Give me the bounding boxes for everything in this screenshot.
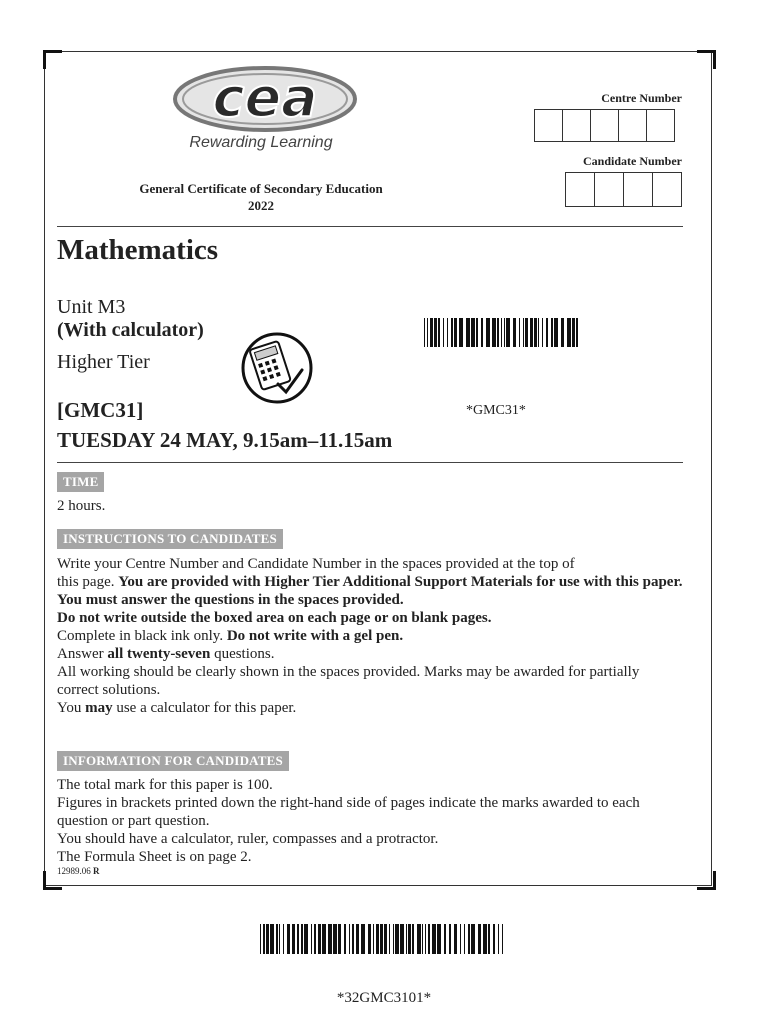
information-line: Figures in brackets printed down the right-hand side of pages indicate the marks awarded to each question or part question. — [57, 795, 640, 829]
reference-suffix: R — [93, 866, 100, 876]
divider — [57, 462, 683, 463]
instruction-emphasis: may — [85, 700, 113, 716]
subject-title: Mathematics — [57, 234, 219, 266]
instruction-text: this page. — [57, 574, 119, 590]
divider — [57, 226, 683, 227]
instruction-line — [57, 573, 683, 591]
centre-digit-box[interactable] — [590, 109, 619, 142]
instruction-line — [57, 591, 683, 609]
document-reference — [57, 866, 100, 876]
instruction-line — [57, 609, 683, 627]
logo-tagline: Rewarding Learning — [189, 134, 333, 151]
candidate-digit-box[interactable] — [594, 172, 624, 207]
instruction-text: questions. — [210, 646, 275, 662]
information-heading: INFORMATION FOR CANDIDATES — [57, 751, 289, 771]
page-barcode — [260, 924, 506, 954]
tier-label: Higher Tier — [57, 351, 150, 373]
instruction-text: Complete in black ink only. — [57, 628, 227, 644]
paper-code: [GMC31] — [57, 398, 144, 422]
instruction-emphasis: You are provided with Higher Tier Additional Support Materials for use with this paper. — [118, 574, 683, 590]
centre-digit-box[interactable] — [618, 109, 647, 142]
centre-number-boxes[interactable] — [535, 109, 675, 142]
corner-mark — [697, 50, 716, 69]
corner-mark — [697, 871, 716, 890]
qualification-title — [110, 180, 412, 214]
qualification-name: General Certificate of Secondary Education — [139, 181, 383, 196]
calculator-note: (With calculator) — [57, 319, 204, 341]
centre-digit-box[interactable] — [534, 109, 563, 142]
unit-label: Unit M3 — [57, 296, 126, 318]
cea-logo-icon — [170, 64, 360, 134]
exam-year: 2022 — [248, 198, 274, 213]
page-barcode-label: *32GMC3101* — [336, 990, 432, 1006]
instruction-line — [57, 645, 683, 663]
instruction-text: use a calculator for this paper. — [112, 700, 297, 716]
instruction-line: All working should be clearly shown in the spaces provided. Marks may be awarded for partially correct solutions. — [57, 664, 640, 698]
instruction-text: You — [57, 700, 86, 716]
instruction-emphasis: Do not write outside the boxed area on each page or on blank pages. — [57, 610, 492, 626]
exam-date-time: TUESDAY 24 MAY, 9.15am–11.15am — [57, 428, 393, 452]
centre-digit-box[interactable] — [562, 109, 591, 142]
information-line: The Formula Sheet is on page 2. — [57, 849, 252, 865]
instruction-line — [57, 699, 683, 717]
candidate-digit-box[interactable] — [652, 172, 682, 207]
barcode-gap — [578, 318, 579, 347]
centre-digit-box[interactable] — [646, 109, 675, 142]
candidate-number-label: Candidate Number — [582, 154, 682, 168]
candidate-number-boxes[interactable] — [566, 172, 682, 207]
centre-number-label: Centre Number — [601, 91, 682, 105]
corner-mark — [43, 50, 62, 69]
logo-text: cea — [212, 66, 318, 129]
calculator-tick-icon — [240, 332, 314, 404]
paper-barcode — [424, 318, 580, 347]
barcode-label: *GMC31* — [466, 403, 526, 418]
information-line: The total mark for this paper is 100. — [57, 777, 273, 793]
information-line: You should have a calculator, ruler, compasses and a protractor. — [57, 831, 439, 847]
instruction-emphasis: all twenty-seven — [107, 646, 211, 662]
time-value: 2 hours. — [57, 498, 106, 514]
instruction-line — [57, 627, 683, 645]
barcode-gap — [503, 924, 506, 954]
instructions-heading: INSTRUCTIONS TO CANDIDATES — [57, 529, 283, 549]
instructions-body — [57, 555, 683, 717]
instruction-emphasis: Do not write with a gel pen. — [226, 628, 404, 644]
information-body — [57, 776, 683, 866]
instruction-emphasis: You must answer the questions in the spaces provided. — [57, 592, 404, 608]
reference-number: 12989.06 — [57, 866, 91, 876]
candidate-digit-box[interactable] — [565, 172, 595, 207]
time-heading: TIME — [57, 472, 104, 492]
candidate-digit-box[interactable] — [623, 172, 653, 207]
instruction-text: Answer — [57, 646, 108, 662]
instruction-line: Write your Centre Number and Candidate Number in the spaces provided at the top of — [57, 556, 575, 572]
